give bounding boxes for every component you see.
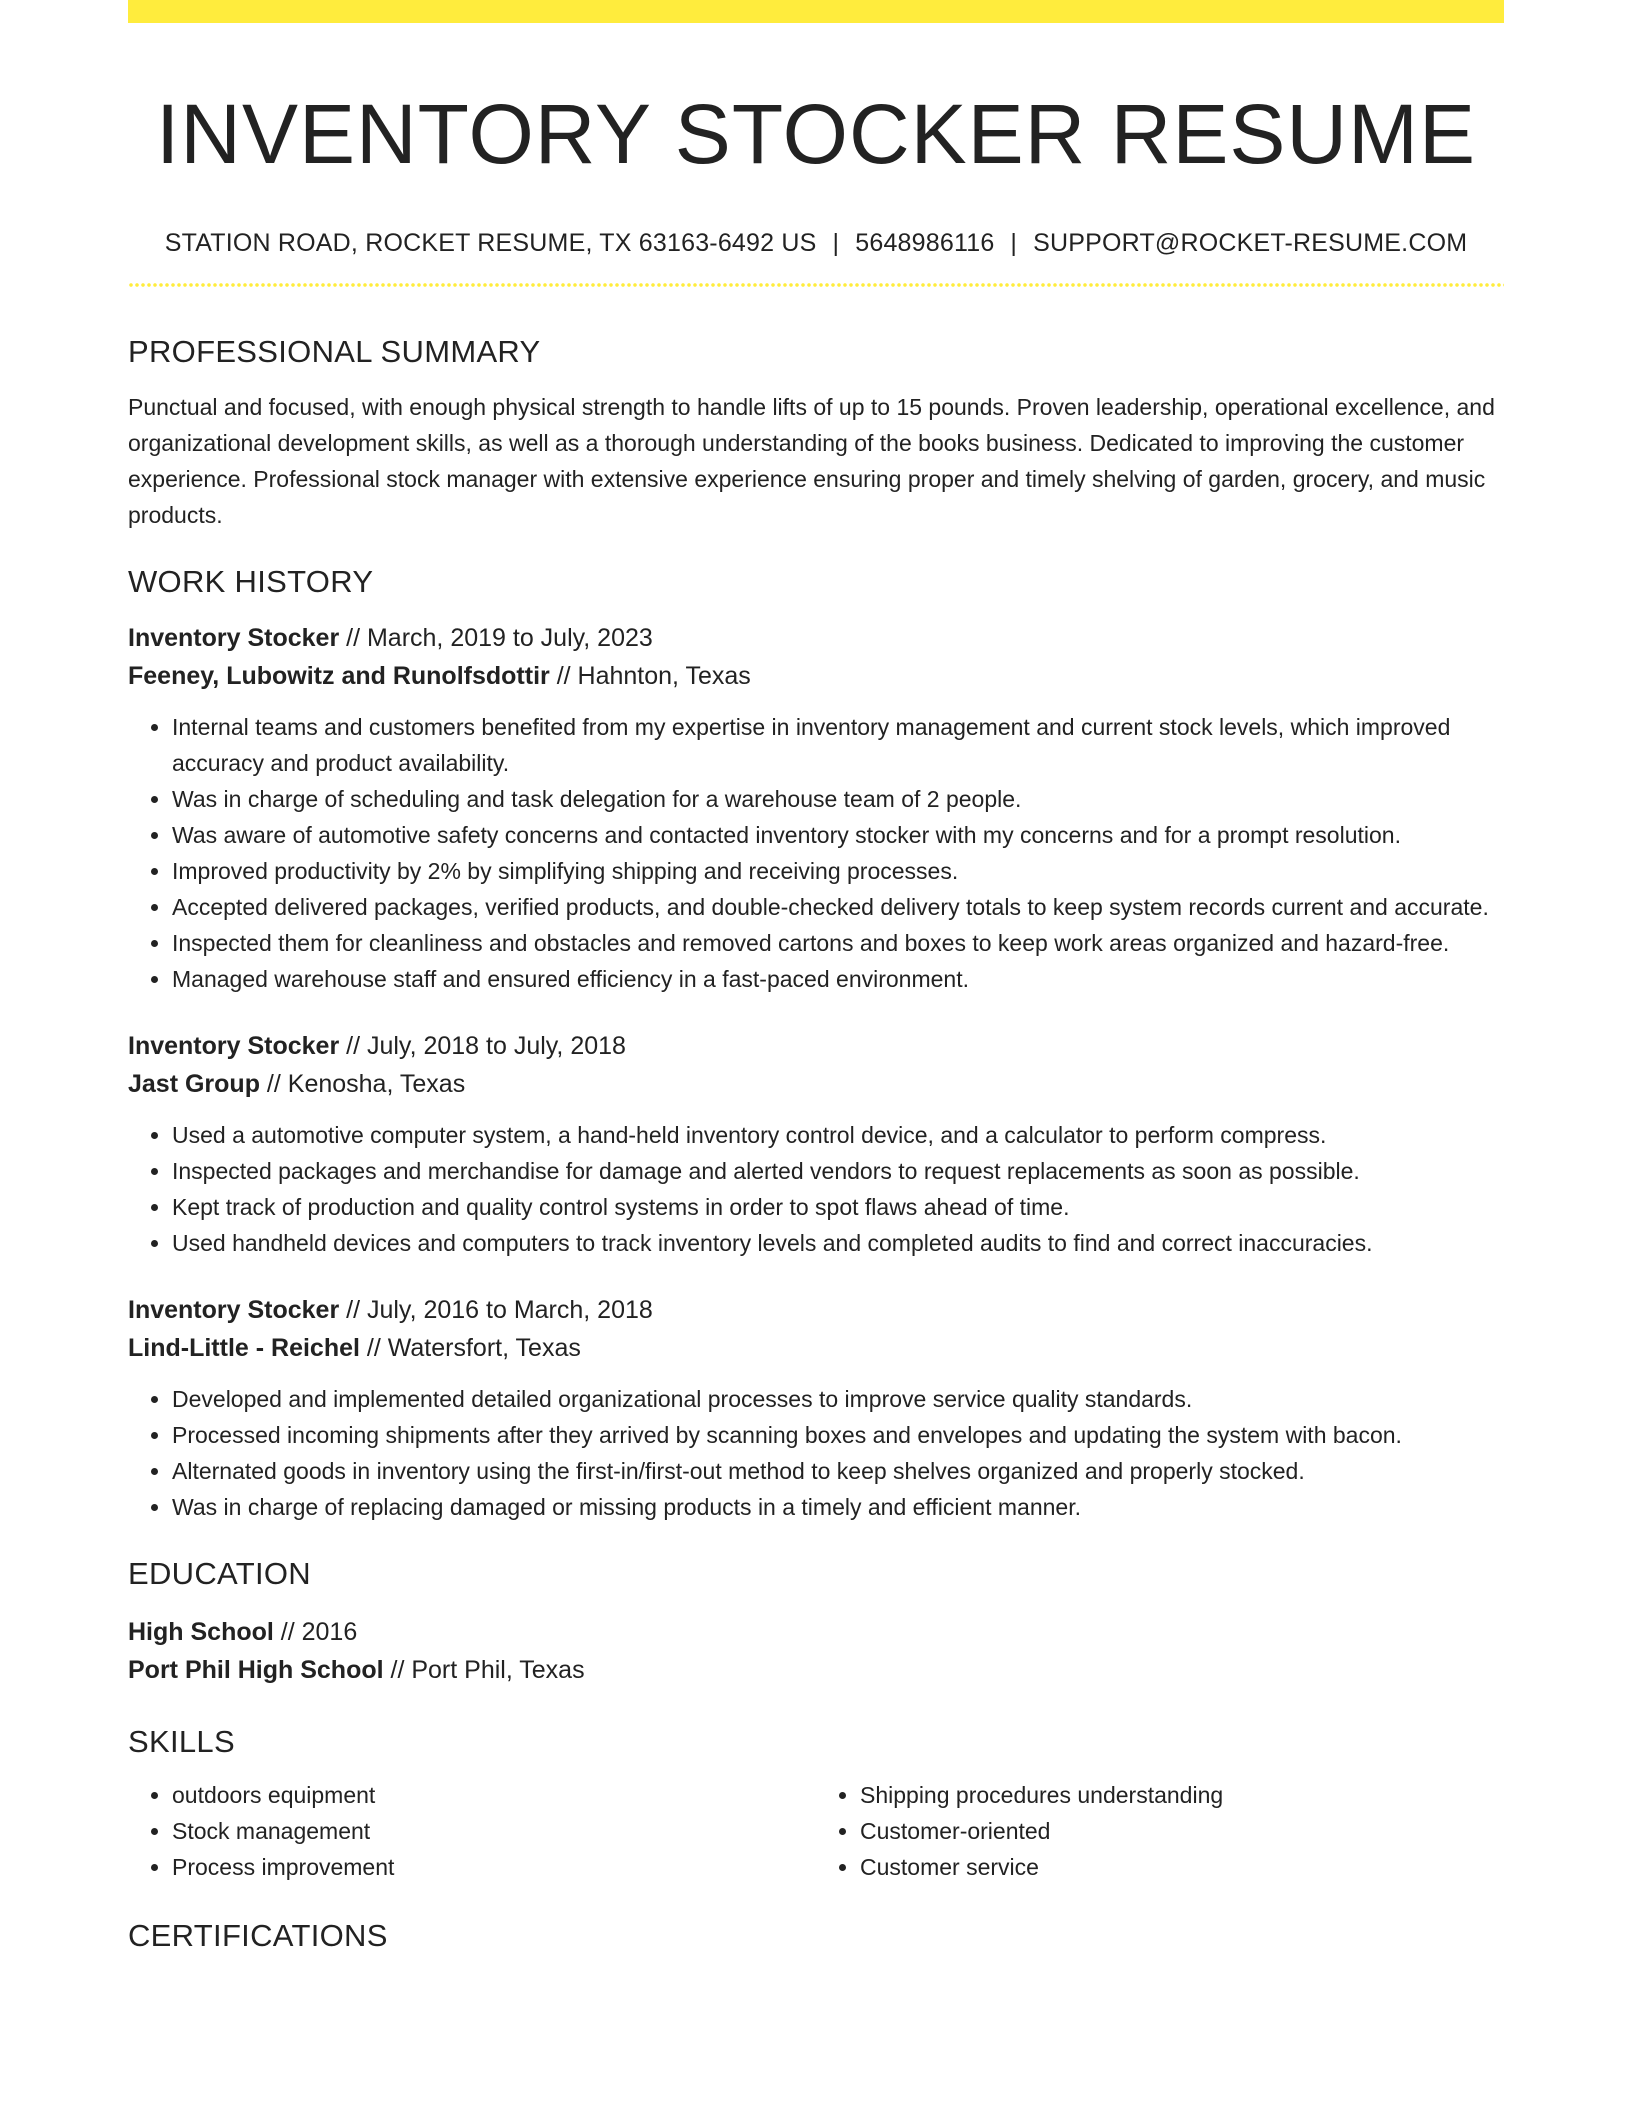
skills-heading: SKILLS (128, 1724, 235, 1759)
summary-heading: PROFESSIONAL SUMMARY (128, 334, 541, 369)
contact-email: SUPPORT@ROCKET-RESUME.COM (1033, 229, 1468, 257)
job-entry (128, 619, 1504, 997)
job-duties-list (128, 1381, 1504, 1525)
job-dates: // July, 2018 to July, 2018 (339, 1032, 626, 1060)
job-role: Inventory Stocker (128, 1032, 340, 1060)
job-role-line (128, 619, 1504, 657)
job-entry (128, 1027, 1504, 1261)
contact-separator: | (1010, 229, 1018, 257)
education-degree-line (128, 1613, 1504, 1651)
job-role: Inventory Stocker (128, 624, 340, 652)
job-company: Jast Group (128, 1070, 260, 1098)
job-entry (128, 1291, 1504, 1525)
job-company-line (128, 1065, 1504, 1103)
resume-page (128, 0, 1504, 1955)
resume-title: INVENTORY STOCKER RESUME (155, 87, 1477, 181)
job-location: // Hahnton, Texas (549, 662, 751, 690)
skills-grid (128, 1777, 1504, 1885)
job-location: // Kenosha, Texas (259, 1070, 466, 1098)
job-role-line (128, 1027, 1504, 1065)
job-duty: • Managed warehouse staff and ensured efficiency in a fast-paced environment. (172, 961, 1504, 997)
education-school-line (128, 1651, 1504, 1689)
job-duty: • Improved productivity by 2% by simplifying shipping and receiving processes. (172, 853, 1504, 889)
job-duty: • Internal teams and customers benefited from my expertise in inventory management and current stock levels, which improved accuracy and product availability. (172, 709, 1504, 781)
skill-item: • Process improvement (172, 1849, 816, 1885)
job-duty: • Accepted delivered packages, verified products, and double-checked delivery totals to keep system records current and accurate. (172, 889, 1504, 925)
job-duty: • Was in charge of scheduling and task delegation for a warehouse team of 2 people. (172, 781, 1504, 817)
contact-address: STATION ROAD, ROCKET RESUME, TX 63163-6492 US (164, 229, 817, 257)
contact-line (128, 227, 1504, 259)
skill-item: • Stock management (172, 1813, 816, 1849)
skills-left-column (128, 1777, 816, 1885)
job-dates: // March, 2019 to July, 2023 (339, 624, 653, 652)
job-duty: • Was aware of automotive safety concerns and contacted inventory stocker with my concerns and for a prompt resolution. (172, 817, 1504, 853)
job-duty: • Developed and implemented detailed organizational processes to improve service quality standards. (172, 1381, 1504, 1417)
education-year: // 2016 (273, 1618, 358, 1646)
job-duty: • Inspected packages and merchandise for damage and alerted vendors to request replacements as soon as possible. (172, 1153, 1504, 1189)
job-duty: • Inspected them for cleanliness and obstacles and removed cartons and boxes to keep work areas organized and hazard-free. (172, 925, 1504, 961)
skill-item: • Customer service (860, 1849, 1504, 1885)
job-duty: • Kept track of production and quality control systems in order to spot flaws ahead of time. (172, 1189, 1504, 1225)
job-role-line (128, 1291, 1504, 1329)
job-company: Feeney, Lubowitz and Runolfsdottir (128, 662, 550, 690)
top-accent-bar (128, 0, 1504, 23)
job-location: // Watersfort, Texas (359, 1334, 581, 1362)
skills-right-column (816, 1777, 1504, 1885)
job-company: Lind-Little - Reichel (128, 1334, 360, 1362)
skill-item: • Customer-oriented (860, 1813, 1504, 1849)
education-location: // Port Phil, Texas (383, 1656, 585, 1684)
education-heading: EDUCATION (128, 1556, 311, 1591)
skill-item: • outdoors equipment (172, 1777, 816, 1813)
job-role: Inventory Stocker (128, 1296, 340, 1324)
job-duties-list (128, 709, 1504, 997)
skill-item: • Shipping procedures understanding (860, 1777, 1504, 1813)
dotted-divider (128, 283, 1504, 287)
job-duty: • Used a automotive computer system, a hand-held inventory control device, and a calculator to perform compress. (172, 1117, 1504, 1153)
certifications-heading: CERTIFICATIONS (128, 1918, 388, 1953)
job-duty: • Used handheld devices and computers to track inventory levels and completed audits to find and correct inaccuracies. (172, 1225, 1504, 1261)
contact-phone: 5648986116 (855, 229, 995, 257)
summary-text: Punctual and focused, with enough physical strength to handle lifts of up to 15 pounds. Proven leadership, operational excellence, and organizational development skills, as well as a thorough understanding of the books business. Dedicated to improving the customer experience. Professional stock manager with extensive experience ensuring proper and timely shelving of garden, grocery, and music products. (128, 394, 1495, 528)
job-duty: • Processed incoming shipments after they arrived by scanning boxes and envelopes and updating the system with bacon. (172, 1417, 1504, 1453)
education-degree: High School (128, 1618, 274, 1646)
education-entry (128, 1613, 1504, 1689)
job-company-line (128, 657, 1504, 695)
job-duties-list (128, 1117, 1504, 1261)
job-duty: • Alternated goods in inventory using the first-in/first-out method to keep shelves organized and properly stocked. (172, 1453, 1504, 1489)
education-school: Port Phil High School (128, 1656, 384, 1684)
job-dates: // July, 2016 to March, 2018 (339, 1296, 653, 1324)
contact-separator: | (832, 229, 840, 257)
job-duty: • Was in charge of replacing damaged or missing products in a timely and efficient manner. (172, 1489, 1504, 1525)
job-company-line (128, 1329, 1504, 1367)
work-history-heading: WORK HISTORY (128, 564, 374, 599)
